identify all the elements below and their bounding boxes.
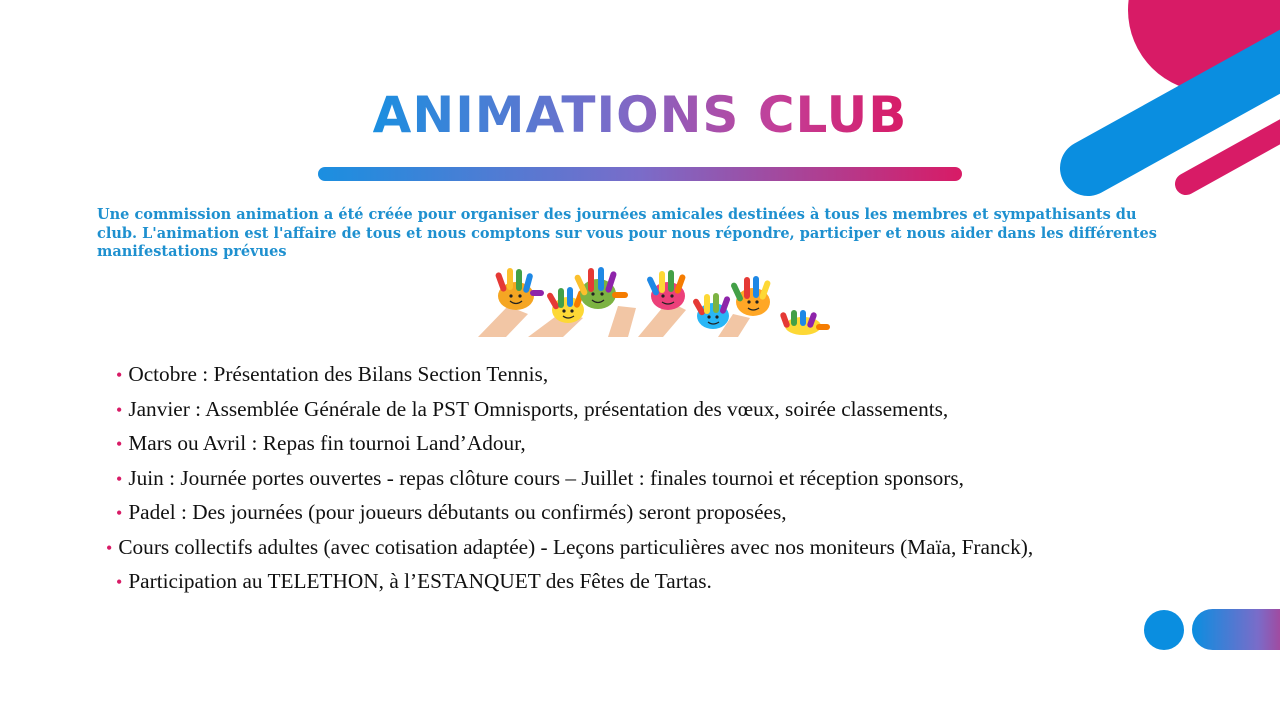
bullet-dot: •	[116, 468, 123, 489]
page-title: ANIMATIONS CLUB	[372, 86, 908, 144]
bullet-item-padel: • Padel : Des journées (pour joueurs débutants ou confirmés) seront proposées,	[116, 500, 787, 524]
gradient-pill-shape	[1192, 609, 1280, 650]
intro-paragraph: Une commission animation a été créée pour organiser des journées amicales destinées à tous les membres et sympathisants du club. L'animation est l'affaire de tous et nous comptons sur vous pour nous répondre, participer et nous aider dans les différentes manifestations prévues	[97, 206, 1157, 260]
bullet-dot: •	[116, 503, 123, 523]
bullet-item-march-april: • Mars ou Avril : Repas fin tournoi Land’Adour,	[116, 431, 526, 455]
bullet-dot: •	[106, 537, 113, 558]
bullet-item-october: • Octobre : Présentation des Bilans Section Tennis,	[116, 362, 549, 386]
bullet-item-telethon: • Participation au TELETHON, à l’ESTANQUET des Fêtes de Tartas.	[116, 569, 712, 593]
bullet-dot: •	[116, 572, 123, 592]
bullet-dot: •	[116, 399, 123, 420]
blue-dot-shape	[1144, 610, 1184, 650]
bullet-dot: •	[116, 365, 123, 385]
bullet-item-january: • Janvier : Assemblée Générale de la PST Omnisports, présentation des vœux, soirée classements,	[116, 396, 949, 421]
events-bullet-list	[96, 362, 1106, 604]
bullet-dot: •	[116, 434, 123, 454]
title-underline-bar	[318, 167, 962, 181]
bottom-right-decoration	[1140, 606, 1280, 654]
bullet-item-june: • Juin : Journée portes ouvertes - repas clôture cours – Juillet : finales tournoi et réception sponsors,	[116, 465, 965, 490]
colorful-painted-hands-image	[468, 266, 832, 337]
bullet-item-cours-collectifs: • Cours collectifs adultes (avec cotisation adaptée) - Leçons particulières avec nos moniteurs (Maïa, Franck),	[106, 534, 1034, 559]
